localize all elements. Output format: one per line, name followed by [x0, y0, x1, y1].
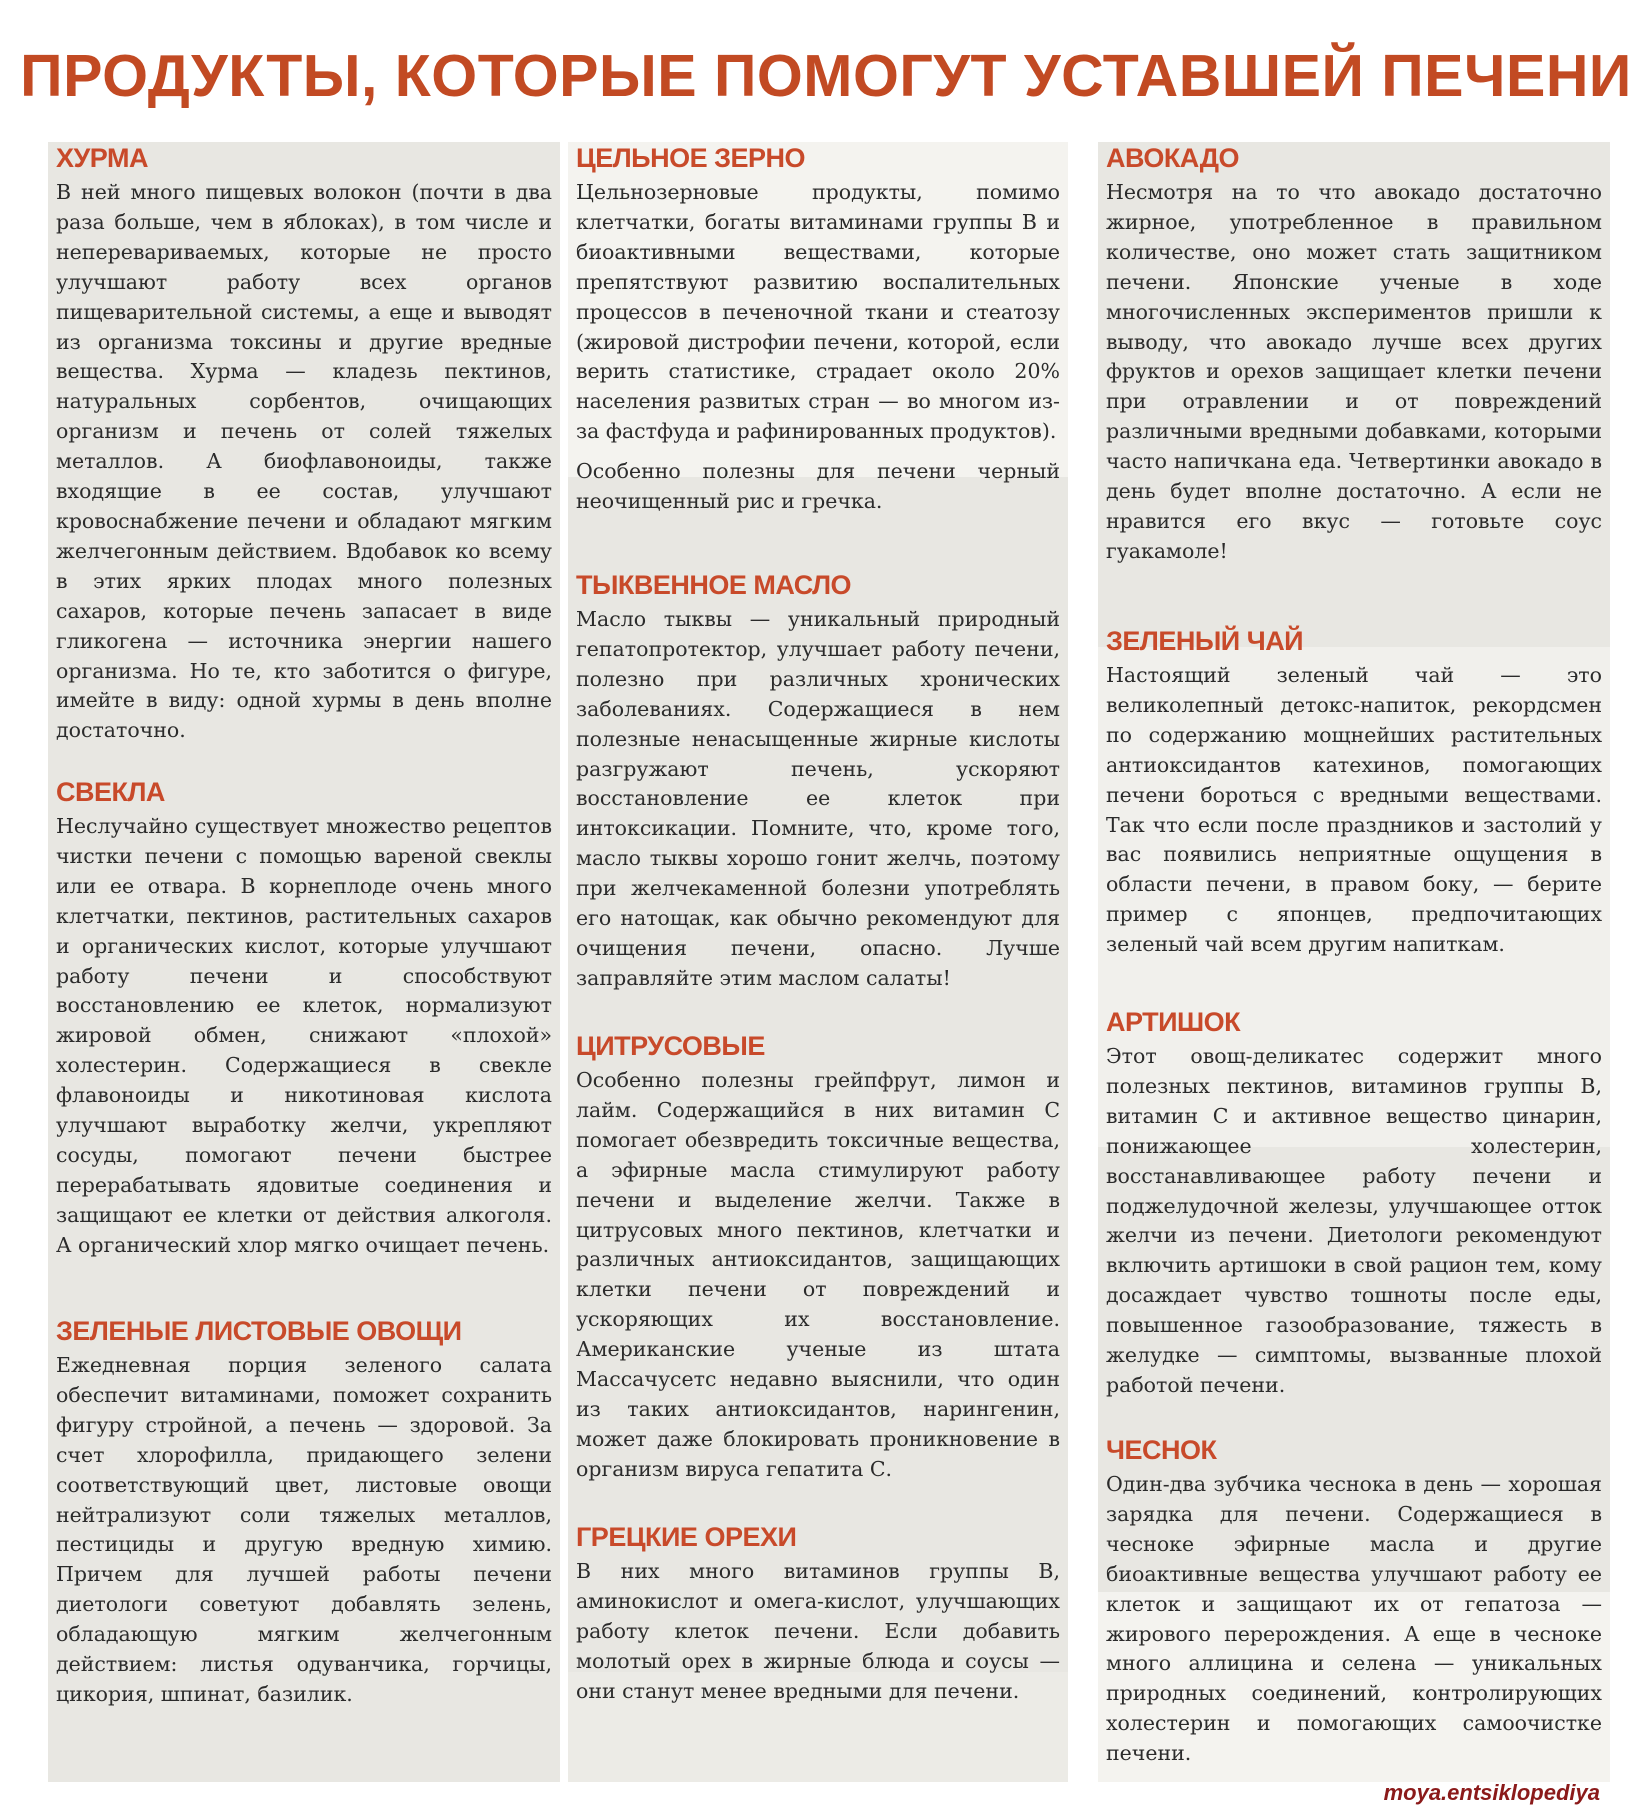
section-text: В них много витаминов группы В, аминокислот и омега-кислот, улучшающих работу клеток печени. Если добавить молотый орех в жирные блюда и соусы — они станут менее вредными для печени. — [576, 1559, 1060, 1703]
section-text: Настоящий зеленый чай — это великолепный детокс-напиток, рекордсмен по содержанию мощнейших растительных антиоксидантов катехинов, помогающих печени бороться с вредными веществами. Так что если после праздников и застолий у вас появились неприятные ощущения в области печени, в правом боку, — берите пример с японцев, предпочитающих зеленый чай всем другим напиткам. — [1106, 663, 1602, 957]
section-heading: ЦЕЛЬНОЕ ЗЕРНО — [576, 143, 806, 173]
section-heading: ЦИТРУСОВЫЕ — [576, 1031, 765, 1061]
section-text: Несмотря на то что авокадо достаточно жирное, употребленное в правильном количестве, оно может стать защитником печени. Японские ученые в ходе многочисленных экспериментов пришли к выводу, что авокадо лучше всех других фруктов и орехов защищает клетки печени при отравлении и от повреждений различными вредными добавками, которыми часто напичкана еда. Четвертинки авокадо в день будет вполне достаточно. А если не нравится его вкус — готовьте соус гуакамоле! — [1106, 180, 1602, 563]
section-heading: СВЕКЛА — [56, 777, 165, 807]
section-text: Масло тыквы — уникальный природный гепатопротектор, улучшает работу печени, полезно при различных хронических заболеваниях. Содержащиеся в нем полезные ненасыщенные жирные кислоты разгружают печень, ускоряют восстановление ее клеток при интоксикации. Помните, что, кроме того, масло тыквы хорошо гонит желчь, поэтому при желчекаменной болезни употреблять его натощак, как обычно рекомендуют для очищения печени, опасно. Лучше заправляйте этим маслом салаты! — [576, 607, 1060, 990]
section-text: Цельнозерновые продукты, помимо клетчатки, богаты витаминами группы В и биоактивными веществами, которые препятствуют развитию воспалительных процессов в печеночной ткани и стеатозу (жировой дистрофии печени, которой, если верить статистике, страдает около 20% населения развитых стран — во многом из-за фастфуда и рафинированных продуктов). — [576, 180, 1060, 444]
section-text: Особенно полезны грейпфрут, лимон и лайм. Содержащийся в них витамин С помогает обезвредить токсичные вещества, а эфирные масла стимулируют работу печени и выделение желчи. Также в цитрусовых много пектинов, клетчатки и различных антиоксидантов, защищающих клетки печени от повреждений и ускоряющих их восстановление. Американские ученые из штата Массачусетс недавно выяснили, что один из таких антиоксидантов, нарингенин, может даже блокировать проникновение в организм вируса гепатита С. — [576, 1068, 1060, 1481]
section-heading: ТЫКВЕННОЕ МАСЛО — [576, 570, 852, 600]
section-text: Один-два зубчика чеснока в день — хорошая зарядка для печени. Содержащиеся в чесноке эфирные масла и другие биоактивные вещества улучшают работу ее клеток и защищают их от гепатоза — жирового перерождения. А еще в чесноке много аллицина и селена — уникальных природных соединений, контролирующих холестерин и помогающих самоочистке печени. — [1106, 1472, 1602, 1766]
section-leafy-greens — [56, 1315, 552, 1720]
column-3 — [1098, 142, 1610, 1782]
section-garlic — [1106, 1434, 1602, 1779]
section-heading: ЧЕСНОК — [1106, 1435, 1217, 1465]
section-avocado — [1106, 142, 1602, 577]
page-title: ПРОДУКТЫ, КОТОРЫЕ ПОМОГУТ УСТАВШЕЙ ПЕЧЕНИ — [20, 43, 1632, 109]
section-text: Неслучайно существует множество рецептов чистки печени с помощью вареной свеклы или ее отвара. В корнеплоде очень много клетчатки, пектинов, растительных сахаров и органических кислот, которые улучшают работу печени и способствуют восстановлению ее клеток, нормализуют жировой обмен, снижают «плохой» холестерин. Содержащиеся в свекле флавоноиды и никотиновая кислота улучшают выработку желчи, укрепляют сосуды, помогают печени быстрее перерабатывать ядовитые соединения и защищают ее клетки от действия алкоголя. А органический хлор мягко очищает печень. — [56, 814, 552, 1257]
column-2 — [568, 142, 1068, 1782]
section-persimmon — [56, 142, 552, 756]
section-text: В ней много пищевых волокон (почти в два раза больше, чем в яблоках), в том числе и неперевариваемых, которые не просто улучшают работу всех органов пищеварительной системы, а еще и выводят из организма токсины и другие вредные вещества. Хурма — кладезь пектинов, натуральных сорбентов, очищающих организм и печень от солей тяжелых металлов. А биофлавоноиды, также входящие в ее состав, улучшают кровоснабжение печени и обладают мягким желчегонным действием. Вдобавок ко всему в этих ярких плодах много полезных сахаров, которые печень запасает в виде гликогена — источника энергии нашего организма. Но те, кто заботится о фигуре, имейте в виду: одной хурмы в день вполне достаточно. — [56, 180, 552, 743]
section-pumpkin-oil — [576, 569, 1060, 1004]
section-beet — [56, 776, 552, 1271]
section-heading: АВОКАДО — [1106, 143, 1240, 173]
section-text: Этот овощ-деликатес содержит много полезных пектинов, витаминов группы В, витамин С и активное вещество цинарин, понижающее холестерин, восстанавливающее работу печени и поджелудочной железы, улучшающее отток желчи из печени. Диетологи рекомендуют включить артишоки в свой рацион тем, кому досаждает чувство тошноты после еды, повышенное газообразование, тяжесть в желудке — симптомы, вызванные плохой работой печени. — [1106, 1044, 1602, 1397]
source-credit: moya.entsiklopediya — [1383, 1780, 1600, 1805]
section-citrus — [576, 1030, 1060, 1495]
section-artichoke — [1106, 1006, 1602, 1411]
column-1 — [48, 142, 560, 1782]
section-heading: ЗЕЛЕНЫЙ ЧАЙ — [1106, 626, 1304, 656]
section-text: Особенно полезны для печени черный неочищенный рис и гречка. — [576, 459, 1060, 514]
section-heading: АРТИШОК — [1106, 1007, 1241, 1037]
section-walnuts — [576, 1521, 1060, 1717]
section-heading: ЗЕЛЕНЫЕ ЛИСТОВЫЕ ОВОЩИ — [56, 1316, 462, 1346]
section-green-tea — [1106, 625, 1602, 970]
section-heading: ГРЕЦКИЕ ОРЕХИ — [576, 1522, 797, 1552]
section-text: Ежедневная порция зеленого салата обеспечит витаминами, поможет сохранить фигуру стройной, а печень — здоровой. За счет хлорофилла, придающего зелени соответствующий цвет, листовые овощи нейтрализуют соли тяжелых металлов, пестициды и другую вредную химию. Причем для лучшей работы печени диетологи советуют добавлять зелень, обладающую мягким желчегонным действием: листья одуванчика, горчицы, цикория, шпинат, базилик. — [56, 1353, 552, 1706]
section-heading: ХУРМА — [56, 143, 148, 173]
section-whole-grain — [576, 142, 1060, 527]
